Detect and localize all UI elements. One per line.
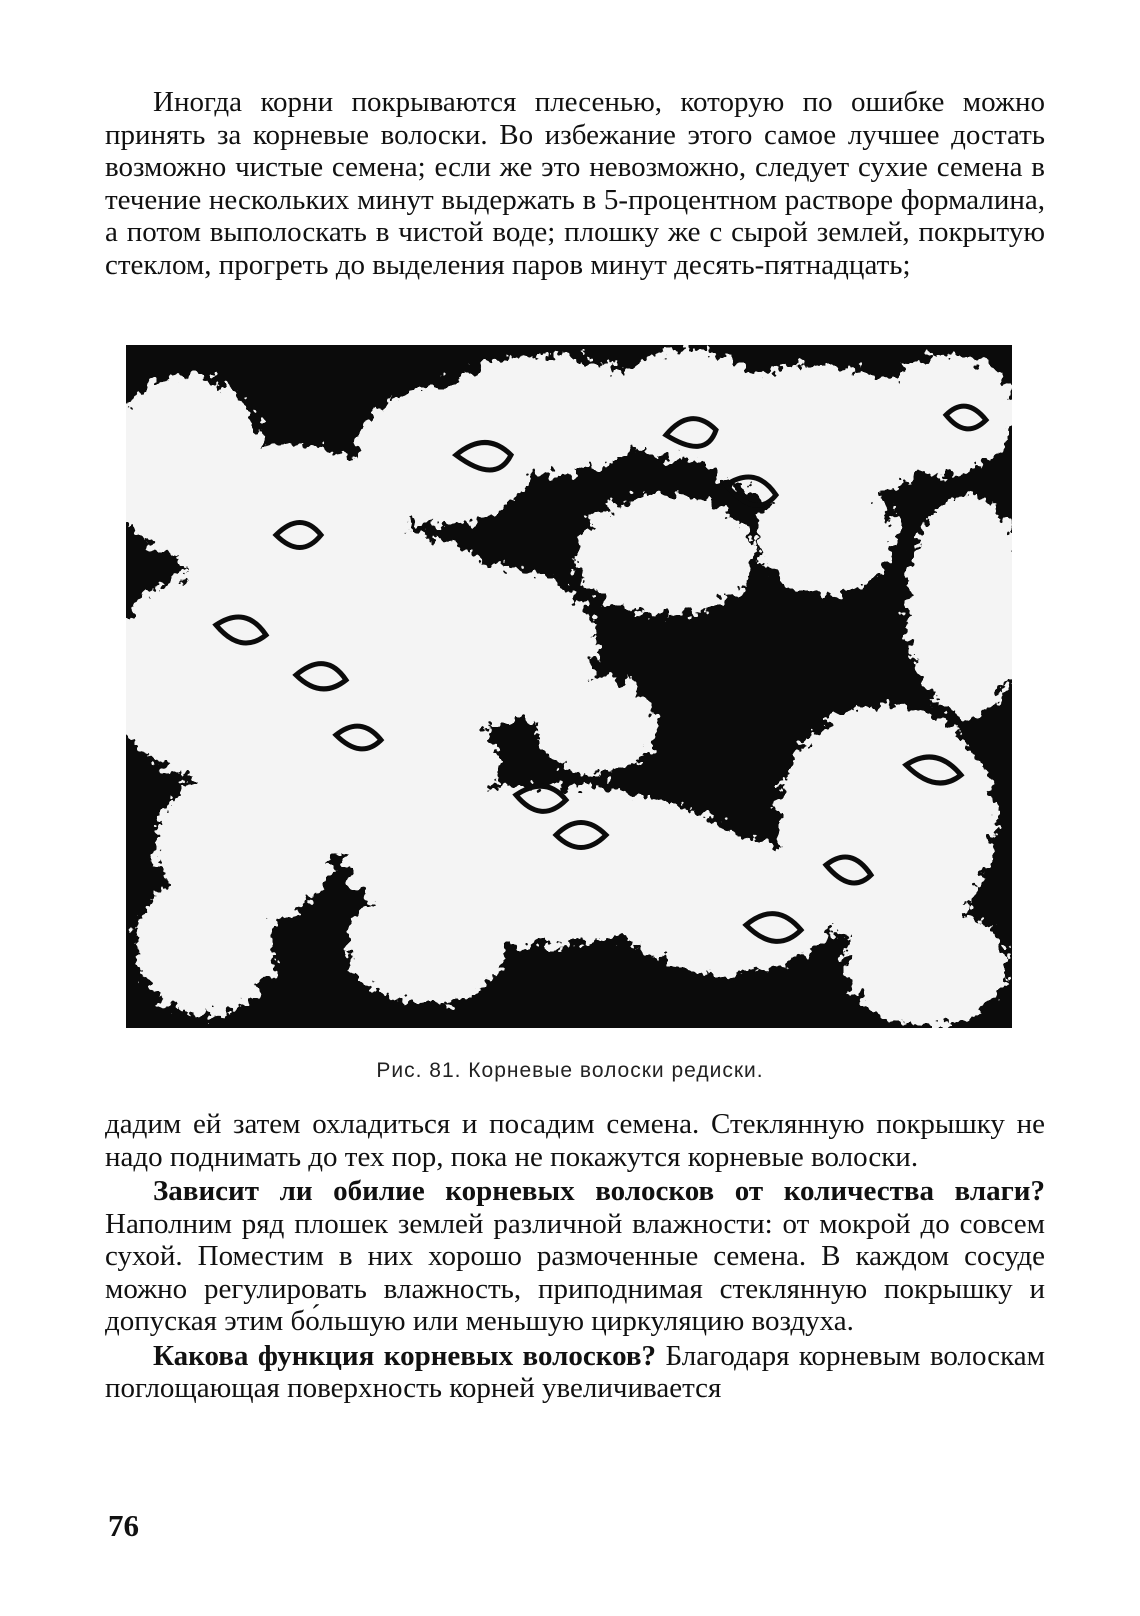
question-heading-moisture: Зависит ли обилие корневых волосков от количества влаги?	[153, 1175, 1045, 1207]
paragraph-continuation: дадим ей затем охладиться и посадим семена. Стеклянную покрышку не надо поднимать до тех пор, пока не покажутся корневые волоски.	[105, 1108, 1045, 1173]
paragraph-mold-warning: Иногда корни покрываются плесенью, которую по ошибке можно принять за корневые волоски. Во избежание этого самое лучшее достать возможно чистые семена; если же это невозможно, следует сухие семена в течение нескольких минут выдержать в 5-процентном растворе формалина, а потом выполоскать в чистой воде; плошку же с сырой землей, покрытую стеклом, прогреть до выделения паров минут десять-пятнадцать;	[105, 86, 1045, 281]
bottom-text-block	[105, 1108, 1045, 1405]
figure-root-hairs-image	[126, 345, 1012, 1028]
question-heading-function: Какова функция корневых волосков?	[153, 1339, 657, 1372]
page-number: 76	[108, 1508, 139, 1543]
question-text-function: Благодаря корневым волоскам поглощающая поверхность корней увеличивается	[105, 1339, 1045, 1404]
question-text-moisture: Наполним ряд плошек землей различной влажности: от мокрой до совсем сухой. Поместим в них хорошо размоченные семена. В каждом сосуде можно регулировать влажность, приподнимая стеклянную покрышку и допуская этим бо́льшую или меньшую циркуляцию воздуха.	[105, 1207, 1045, 1337]
paragraph-moisture-question	[105, 1175, 1045, 1338]
figure-caption: Рис. 81. Корневые волоски редиски.	[376, 1059, 764, 1082]
paragraph-function-question	[105, 1340, 1045, 1405]
top-text-block	[105, 86, 1045, 281]
root-hairs-illustration	[126, 345, 1012, 1028]
